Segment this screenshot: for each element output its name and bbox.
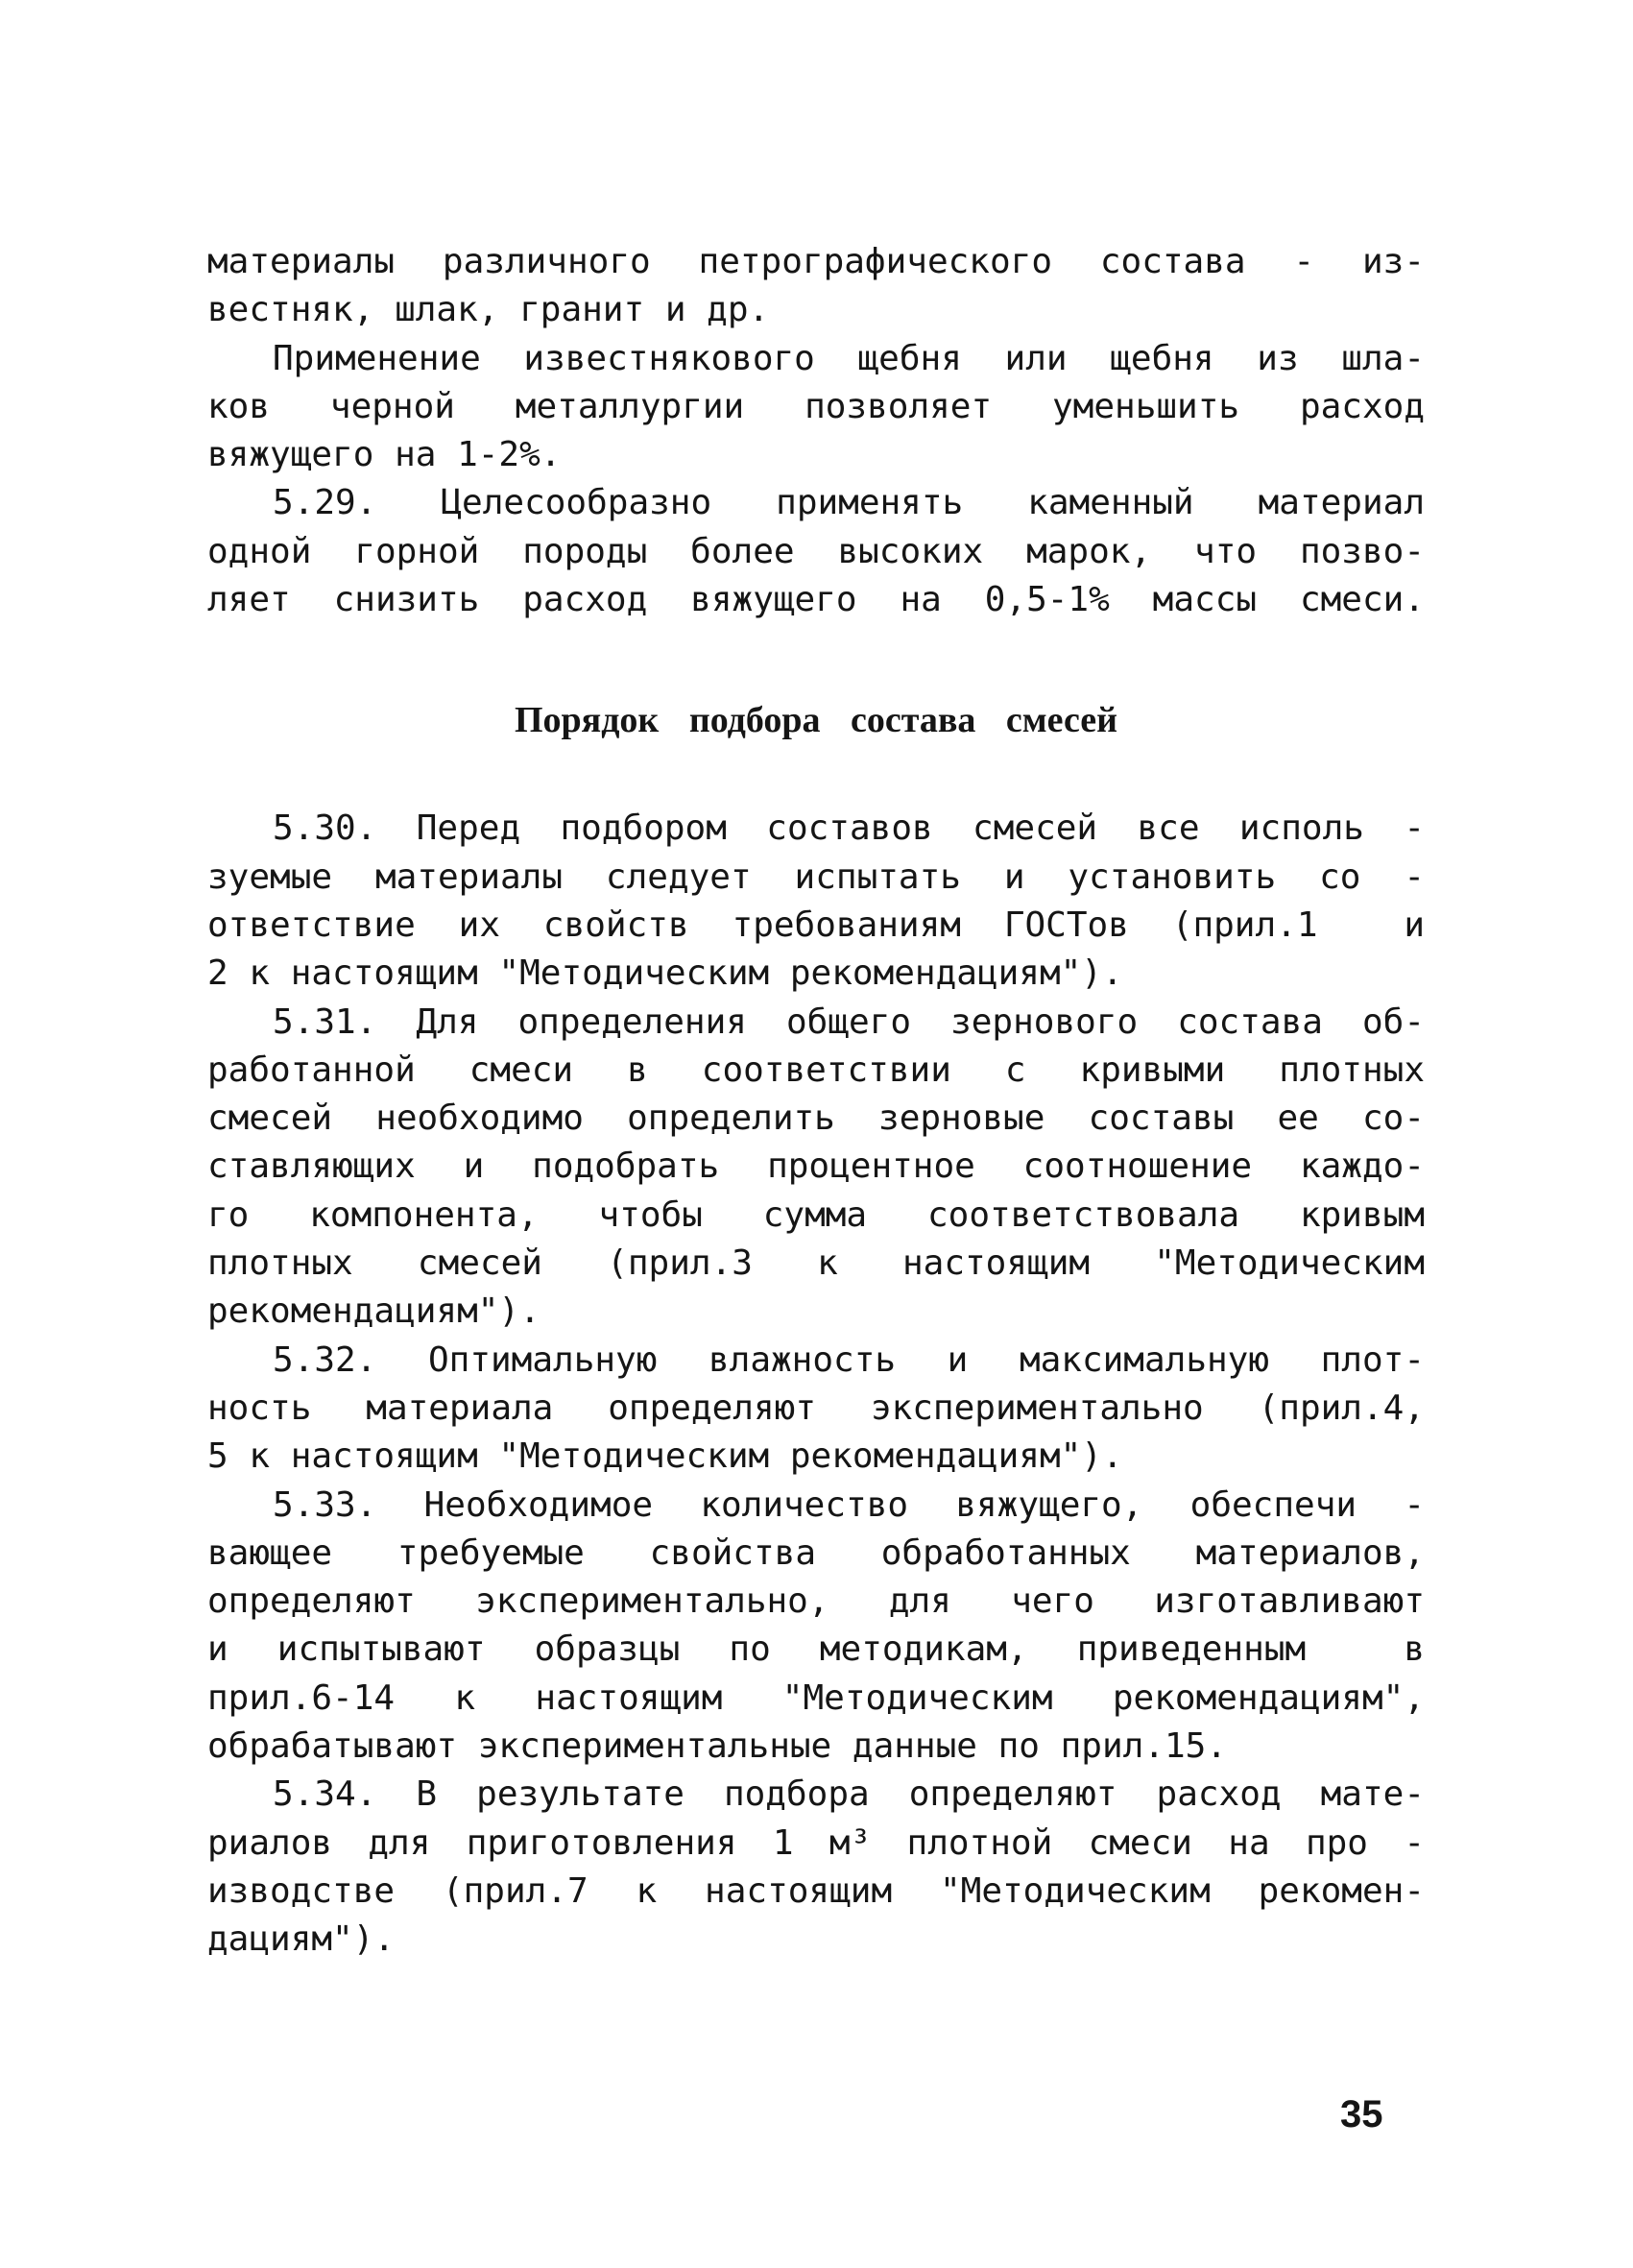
text-line: ность материала определяют экспериментально (прил.4, [207, 1387, 1425, 1428]
text-line: определяют экспериментально, для чего изготавливают [207, 1581, 1425, 1622]
text-line: смесей необходимо определить зерновые составы ее со- [207, 1098, 1425, 1139]
page-number: 35 [1340, 2093, 1383, 2135]
text-line: 5.29. Целесообразно применять каменный материал [273, 483, 1425, 523]
text-line: материалы различного петрографического состава - из- [207, 242, 1425, 281]
text-line: прил.6-14 к настоящим "Методическим рекомендациям", [207, 1677, 1425, 1718]
text-line: 5 к настоящим "Методическим рекомендациям"). [207, 1436, 1123, 1477]
paragraph-5-34 [207, 1771, 1425, 1964]
document-page [207, 238, 1425, 1965]
text-line: и испытывают образцы по методикам, приведенным в [207, 1629, 1425, 1670]
text-line: 5.30. Перед подбором составов смесей все исполь - [273, 808, 1425, 849]
text-line: ков черной металлургии позволяет уменьшить расход [207, 386, 1425, 426]
text-line: риалов для приготовления 1 м³ плотной смеси на про - [207, 1822, 1425, 1863]
text-line: вяжущего на 1-2%. [207, 435, 562, 475]
text-line: 5.31. Для определения общего зернового состава об- [273, 1001, 1425, 1042]
paragraph-5-31 [207, 999, 1425, 1337]
text-line: обрабатывают экспериментальные данные по прил.15. [207, 1726, 1228, 1767]
text-line: одной горной породы более высоких марок, что позво- [207, 531, 1425, 571]
text-line: ляет снизить расход вяжущего на 0,5-1% массы смеси. [207, 580, 1425, 620]
text-line: плотных смесей (прил.3 к настоящим "Методическим [207, 1243, 1425, 1284]
text-line: вающее требуемые свойства обработанных материалов, [207, 1532, 1425, 1573]
paragraph-limestone [207, 335, 1425, 480]
text-line: вестняк, шлак, гранит и др. [207, 290, 770, 330]
text-line: го компонента, чтобы сумма соответствовала кривым [207, 1194, 1425, 1235]
paragraph-5-30 [207, 805, 1425, 998]
paragraph-5-32 [207, 1337, 1425, 1482]
text-line: 5.33. Необходимое количество вяжущего, обеспечи - [273, 1484, 1425, 1525]
text-line: ответствие их свойств требованиям ГОСТов (прил.1 и [207, 905, 1425, 945]
paragraph-5-33 [207, 1482, 1425, 1772]
text-line: дациям"). [207, 1919, 396, 1960]
text-line: зуемые материалы следует испытать и установить со - [207, 857, 1425, 897]
section-heading: Порядок подбора состава смесей [514, 700, 1118, 741]
text-line: рекомендациям"). [207, 1291, 540, 1332]
text-line: работанной смеси в соответствии с кривыми плотных [207, 1050, 1425, 1090]
text-line: изводстве (прил.7 к настоящим "Методическим рекомен- [207, 1870, 1425, 1911]
text-line: ставляющих и подобрать процентное соотношение каждо- [207, 1146, 1425, 1187]
text-line: 2 к настоящим "Методическим рекомендациям"). [207, 953, 1123, 994]
paragraph-5-29 [207, 479, 1425, 624]
text-line: 5.32. Оптимальную влажность и максимальную плот- [273, 1339, 1425, 1380]
continuation-paragraph [207, 238, 1425, 335]
text-line: Применение известнякового щебня или щебня из шла- [273, 338, 1425, 378]
text-line: 5.34. В результате подбора определяют расход мате- [273, 1774, 1425, 1815]
